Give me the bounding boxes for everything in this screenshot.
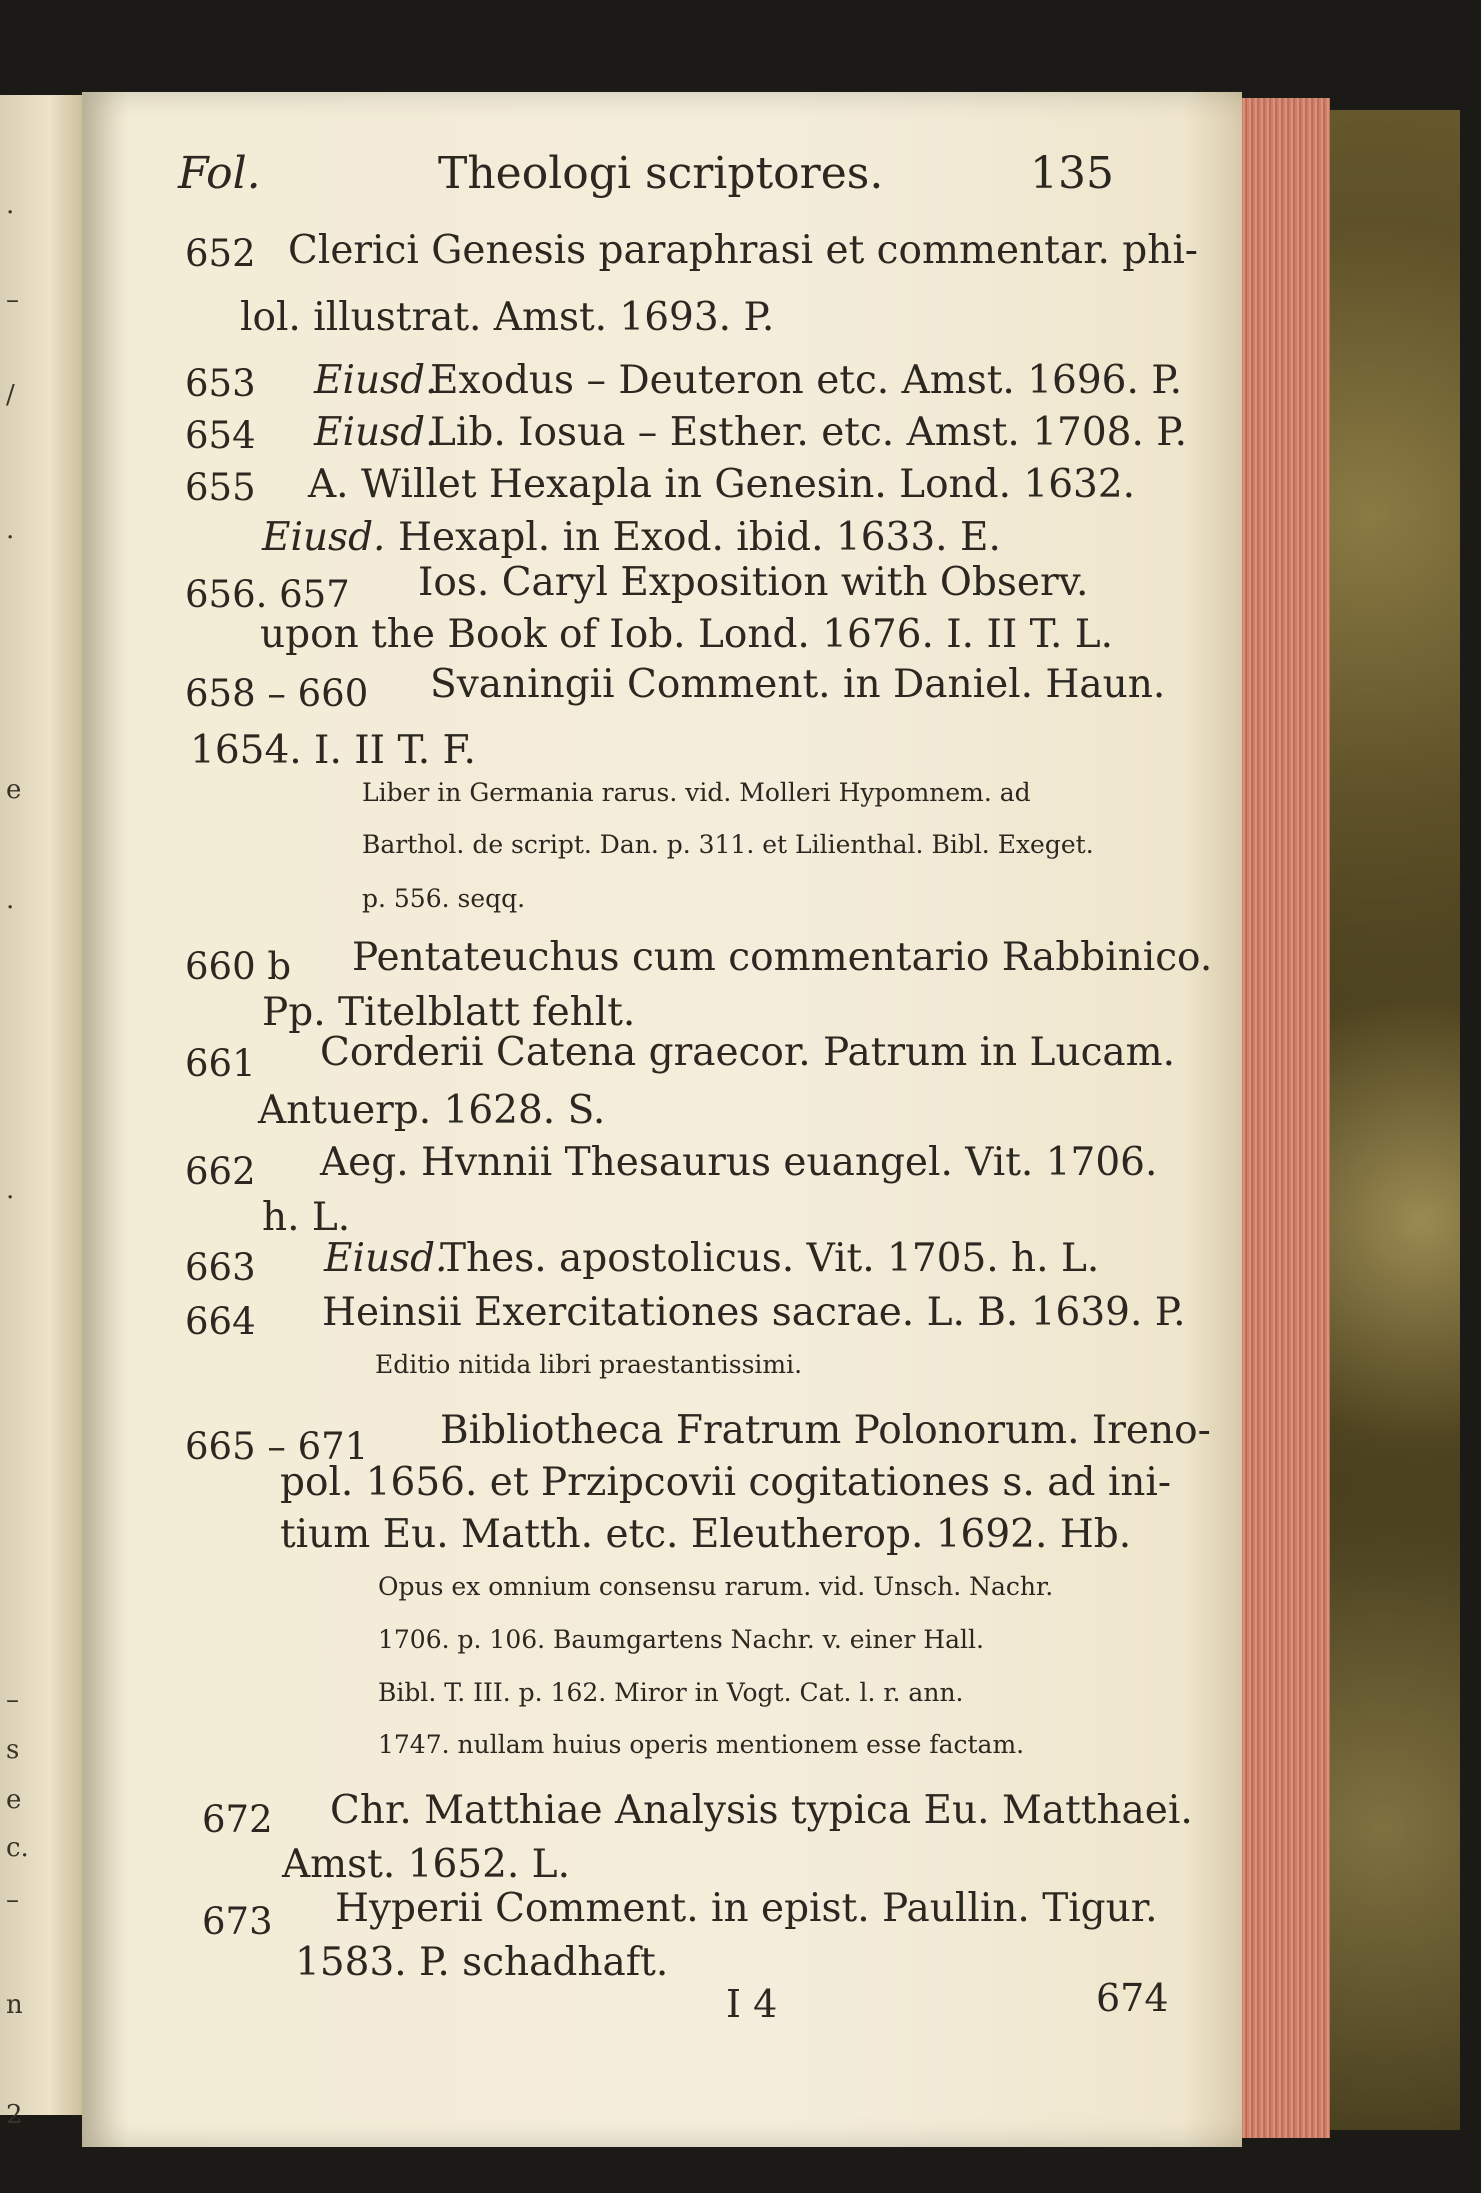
left-edge-glyph: / (6, 380, 15, 410)
entry-note: Editio nitida libri praestantissimi. (375, 1350, 803, 1379)
left-edge-glyph: e (6, 1785, 22, 1815)
left-edge-glyph: . (6, 885, 15, 915)
entry-note: Liber in Germania rarus. vid. Molleri Hypomnem. ad (362, 778, 1031, 807)
left-edge-glyph: – (6, 1885, 19, 1915)
entry-line: Hexapl. in Exod. ibid. 1633. E. (398, 515, 1001, 560)
left-edge-glyph: . (6, 190, 15, 220)
entry-line: Aeg. Hvnnii Thesaurus euangel. Vit. 1706. (320, 1140, 1158, 1185)
entry-line: Hyperii Comment. in epist. Paullin. Tigur. (335, 1886, 1158, 1931)
page-title: Theologi scriptores. (438, 148, 884, 199)
entry-line: A. Willet Hexapla in Genesin. Lond. 1632. (308, 462, 1136, 507)
entry-line: 1583. P. schadhaft. (295, 1940, 669, 1985)
entry-line: Chr. Matthiae Analysis typica Eu. Matthaei. (330, 1788, 1193, 1833)
page-number: 135 (1030, 148, 1114, 199)
entry-eiusd: Eiusd. (324, 1236, 448, 1281)
entry-line: Bibliotheca Fratrum Polonorum. Ireno- (440, 1408, 1211, 1453)
left-edge-glyph: . (6, 1175, 15, 1205)
entry-number: 661 (185, 1042, 256, 1085)
format-label: Fol. (178, 148, 261, 199)
entry-number: 664 (185, 1300, 256, 1343)
entry-line: Ios. Caryl Exposition with Observ. (418, 560, 1089, 605)
entry-note: 1747. nullam huius operis mentionem esse factam. (378, 1730, 1025, 1759)
entry-line: tium Eu. Matth. etc. Eleutherop. 1692. Hb. (280, 1512, 1132, 1557)
entry-number: 662 (185, 1150, 256, 1193)
entry-line: Clerici Genesis paraphrasi et commentar. phi- (288, 228, 1198, 273)
left-edge-glyph: c. (6, 1833, 29, 1863)
entry-eiusd: Eiusd. (262, 515, 386, 560)
entry-line: lol. illustrat. Amst. 1693. P. (240, 295, 775, 340)
entry-note: Barthol. de script. Dan. p. 311. et Lilienthal. Bibl. Exeget. (362, 830, 1094, 859)
catchword: 674 (1096, 1976, 1169, 2020)
entry-number: 672 (202, 1798, 273, 1841)
entry-number: 656. 657 (185, 573, 350, 616)
entry-line: Pentateuchus cum commentario Rabbinico. (352, 935, 1213, 980)
entry-line: Lib. Iosua – Esther. etc. Amst. 1708. P. (430, 410, 1187, 455)
left-edge-glyph: n (6, 1990, 23, 2020)
entry-eiusd: Eiusd. (314, 358, 438, 403)
entry-number: 660 b (185, 945, 292, 988)
entry-number: 654 (185, 414, 256, 457)
entry-line: pol. 1656. et Przipcovii cogitationes s. ad ini- (280, 1460, 1172, 1505)
entry-note: 1706. p. 106. Baumgartens Nachr. v. einer Hall. (378, 1625, 984, 1654)
entry-line: Antuerp. 1628. S. (258, 1088, 606, 1133)
entry-line: Pp. Titelblatt fehlt. (262, 990, 636, 1035)
entry-note: p. 556. seqq. (362, 884, 526, 913)
signature-mark: I 4 (726, 1982, 778, 2026)
entry-line: h. L. (262, 1195, 351, 1240)
left-edge-glyph: – (6, 285, 19, 315)
entry-number: 658 – 660 (185, 672, 369, 715)
entry-line: Thes. apostolicus. Vit. 1705. h. L. (440, 1236, 1100, 1281)
left-edge-glyph: – (6, 1685, 19, 1715)
left-edge-glyph: . (6, 515, 15, 545)
entry-number: 663 (185, 1246, 256, 1289)
entry-number: 655 (185, 466, 256, 509)
entry-note: Bibl. T. III. p. 162. Miror in Vogt. Cat. l. r. ann. (378, 1678, 964, 1707)
entry-number: 653 (185, 362, 256, 405)
entry-line: Corderii Catena graecor. Patrum in Lucam. (320, 1030, 1176, 1075)
entry-eiusd: Eiusd. (314, 410, 438, 455)
entry-line: Amst. 1652. L. (282, 1842, 570, 1887)
entry-number: 665 – 671 (185, 1425, 369, 1468)
entry-number: 673 (202, 1900, 273, 1943)
entry-line: 1654. I. II T. F. (190, 728, 476, 773)
entry-note: Opus ex omnium consensu rarum. vid. Unsch. Nachr. (378, 1572, 1054, 1601)
entry-line: Heinsii Exercitationes sacrae. L. B. 1639. P. (322, 1290, 1186, 1335)
entry-line: Svaningii Comment. in Daniel. Haun. (430, 662, 1166, 707)
left-edge-glyph: s (6, 1735, 20, 1765)
entry-line: upon the Book of Iob. Lond. 1676. I. II T. L. (260, 612, 1114, 657)
entry-line: Exodus – Deuteron etc. Amst. 1696. P. (430, 358, 1182, 403)
entry-number: 652 (185, 232, 256, 275)
left-edge-glyph: 2 (6, 2100, 23, 2130)
left-edge-glyph: e (6, 775, 22, 805)
